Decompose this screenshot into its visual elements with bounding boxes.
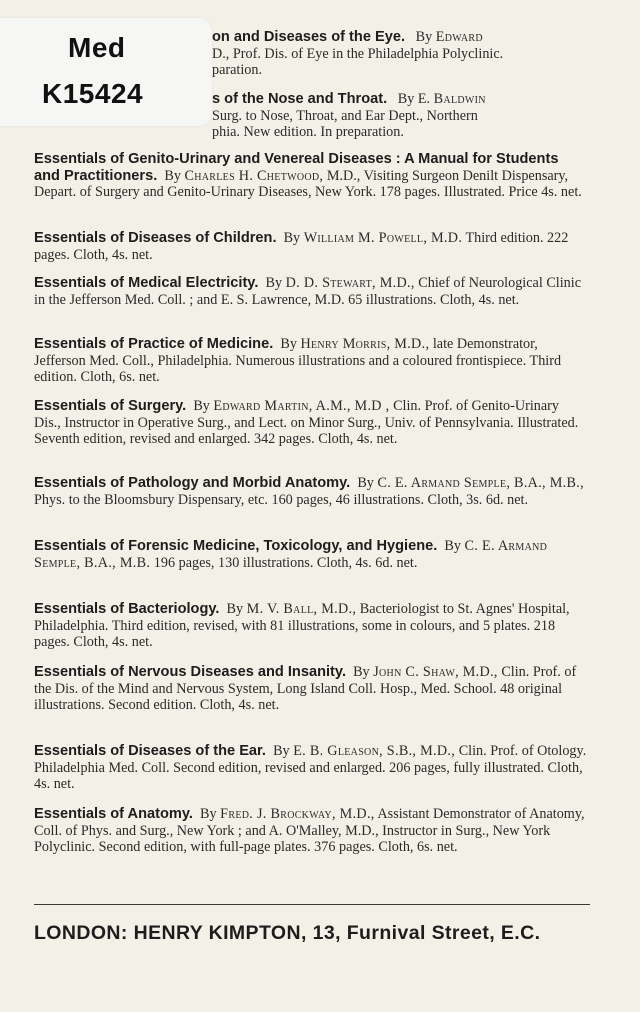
entry-title: Essentials of Practice of Medicine. xyxy=(34,336,274,352)
entry-description: Bacteriologist to St. Agnes' Hospital, Philadelphia. Third edition, revised, with 81 illustrations, some in colours, and 5 plates. 218 pages. Cloth, 4s. net. xyxy=(34,601,570,651)
entry-description: Phys. to the Bloomsbury Dispensary, etc. 160 pages, 46 illustrations. Cloth, 3s. 6d. net. xyxy=(34,491,529,508)
catalogue-entry xyxy=(34,743,588,793)
partial-entry-eye xyxy=(212,29,592,79)
entry-description: M.D., Visiting Surgeon Denilt Dispensary, Depart. of Surgery and Genito-Urinary Diseases, New York. 178 pages. Illustrated. Price 4s. net. xyxy=(34,167,582,201)
entry-description: Clin. Prof. of Genito-Urinary Dis., Instructor in Operative Surg., and Lect. on Minor Surg., Univ. of Pennsylvania. Illustrated. Seventh edition, revised and enlarged. 342 pages. Cloth, 4s. net. xyxy=(34,398,579,448)
entry-author-intro: By xyxy=(226,601,244,617)
catalogue-entry xyxy=(34,475,588,508)
catalogue-entry xyxy=(34,230,588,263)
catalogue-entry xyxy=(34,398,588,448)
entry-author: Henry Morris, M.D., xyxy=(300,336,430,352)
entry-line: Surg. to Nose, Throat, and Ear Dept., Northern xyxy=(212,107,478,124)
entry-title: Essentials of Diseases of the Ear. xyxy=(34,743,266,759)
entry-author: John C. Shaw, M.D., xyxy=(373,664,498,680)
entry-title: Essentials of Surgery. xyxy=(34,398,187,414)
catalogue-entry xyxy=(34,806,588,856)
entry-title: Essentials of Anatomy. xyxy=(34,806,193,822)
entry-author: D. D. Stewart, M.D., xyxy=(285,275,415,291)
entry-author: C. E. Armand Semple, B.A., M.B. xyxy=(34,538,548,571)
entry-author: M. V. Ball, M.D., xyxy=(246,601,357,617)
entry-author: Edward xyxy=(435,29,483,45)
entry-title: Essentials of Medical Electricity. xyxy=(34,275,259,291)
entry-author: Baldwin xyxy=(433,91,486,107)
entry-author: William M. Powell, M.D. xyxy=(303,230,463,246)
entry-description: Chief of Neurological Clinic in the Jefferson Med. Coll. ; and E. S. Lawrence, M.D. 65 illustrations. Cloth, 4s. net. xyxy=(34,275,582,308)
entry-author-intro: By xyxy=(200,806,217,822)
label-line-2: K15424 xyxy=(42,78,144,109)
catalogue-entry xyxy=(34,151,588,201)
entry-description: late Demonstrator, Jefferson Med. Coll., Philadelphia. Numerous illustrations and a coloured frontispiece. Third edition. Cloth, 6s. net. xyxy=(34,336,562,386)
entry-author: E. B. Gleason, S.B., M.D., xyxy=(293,743,456,759)
partial-entry-nose-throat xyxy=(212,91,592,141)
entry-title: Essentials of Bacteriology. xyxy=(34,601,220,617)
entry-title: Essentials of Pathology and Morbid Anatomy. xyxy=(34,475,351,491)
label-line-1: Med xyxy=(68,32,126,63)
footer-rule xyxy=(34,904,590,905)
library-label xyxy=(0,18,212,126)
entry-title: Essentials of Genito-Urinary and Venereal Diseases : A Manual for Students and Practitioners. xyxy=(34,151,559,184)
entry-description: Clin. Prof. of Otology. Philadelphia Med. Coll. Second edition, revised and enlarged. 206 pages, fully illustrated. Cloth, 4s. net. xyxy=(34,743,587,793)
entry-author: Fred. J. Brockway, M.D., xyxy=(220,806,375,822)
entry-author: Charles H. Chetwood, xyxy=(184,167,324,184)
entry-line: paration. xyxy=(212,62,263,79)
entry-title: on and Diseases of the Eye. xyxy=(212,29,406,45)
entry-line: phia. New edition. In preparation. xyxy=(212,124,404,141)
entry-author: C. E. Armand Semple, B.A., M.B., xyxy=(377,475,584,491)
entry-line: D., Prof. Dis. of Eye in the Philadelphia Polyclinic. xyxy=(212,45,504,62)
entry-title: Essentials of Diseases of Children. xyxy=(34,230,277,246)
publisher-imprint: LONDON: HENRY KIMPTON, 13, Furnival Street, E.C. xyxy=(34,922,541,944)
entry-title: Essentials of Nervous Diseases and Insanity. xyxy=(34,664,346,680)
entry-title: s of the Nose and Throat. xyxy=(212,91,388,107)
entry-author-intro: By xyxy=(164,167,181,184)
entry-author-intro: By xyxy=(265,275,283,291)
entry-author-intro: By xyxy=(193,398,210,414)
entry-author-intro: By xyxy=(357,475,374,491)
entry-author: Edward Martin, A.M., M.D , xyxy=(213,398,390,414)
entry-title: Essentials of Forensic Medicine, Toxicology, and Hygiene. xyxy=(34,538,438,554)
entry-author-intro: By xyxy=(283,230,301,246)
entry-description: Clin. Prof. of the Dis. of the Mind and Nervous System, Long Island Coll. Hosp., Med. School. 48 original illustrations. Second edition. Cloth, 4s. net. xyxy=(34,664,577,714)
entry-author-intro: By xyxy=(273,743,290,759)
entry-author-intro: By xyxy=(353,664,370,680)
catalogue-entry xyxy=(34,275,588,308)
entry-author-intro: By E. xyxy=(397,91,431,107)
entry-description: Third edition. 222 pages. Cloth, 4s. net. xyxy=(34,230,569,263)
entry-author-intro: By xyxy=(415,29,433,45)
entry-description: 196 pages, 130 illustrations. Cloth, 4s. 6d. net. xyxy=(153,554,418,571)
entry-author-intro: By xyxy=(280,336,297,352)
catalogue-entry xyxy=(34,664,588,714)
entry-description: Assistant Demonstrator of Anatomy, Coll. of Phys. and Surg., New York ; and A. O'Malley, M.D., Instructor in Surg., New York Polyclinic. Second edition, with full-page plates. 376 pages. Cloth, 6s. net. xyxy=(34,806,585,856)
catalogue-entry xyxy=(34,601,588,651)
catalogue-entry xyxy=(34,336,588,386)
entry-author-intro: By xyxy=(444,538,461,554)
catalogue-entry xyxy=(34,538,588,571)
